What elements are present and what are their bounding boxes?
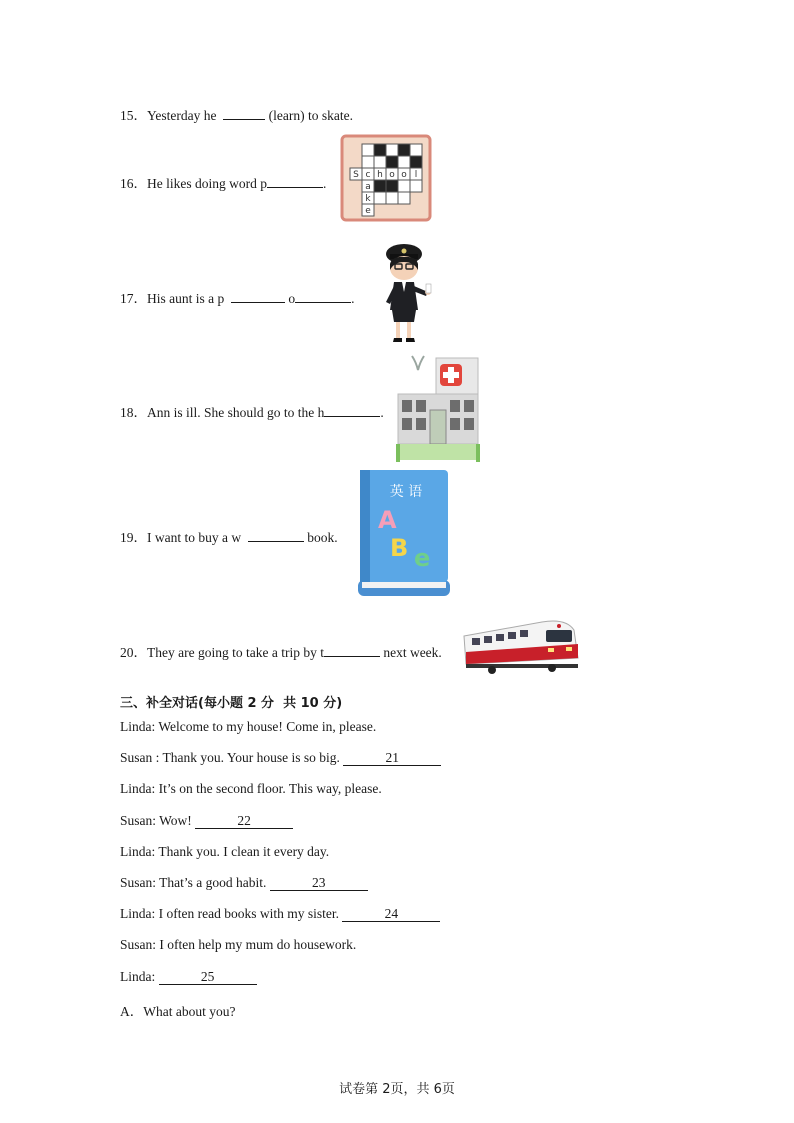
question-text-after: . xyxy=(322,176,327,191)
question-text-after: . xyxy=(380,405,384,420)
crossword-letter: a xyxy=(365,182,371,192)
answer-blank[interactable] xyxy=(223,105,265,120)
book-letter: e xyxy=(414,544,431,572)
question-19 xyxy=(120,526,338,546)
dialogue-blank-25[interactable]: 25 xyxy=(159,970,257,985)
crossword-letter: S xyxy=(353,170,359,180)
police-officer-image xyxy=(380,240,436,346)
crossword-letter: l xyxy=(414,170,418,180)
question-text: Ann is ill. She should go to the h xyxy=(147,405,325,420)
answer-blank[interactable] xyxy=(324,642,380,657)
question-17 xyxy=(120,287,355,307)
train-image xyxy=(462,614,582,676)
book-letter: A xyxy=(378,506,397,534)
crossword-letter: k xyxy=(365,194,371,204)
question-text: Yesterday he xyxy=(147,108,220,123)
dialogue-text: Linda: Thank you. I clean it every day. xyxy=(120,844,330,859)
crossword-letter: o xyxy=(389,170,395,180)
question-text: I want to buy a w xyxy=(147,530,245,545)
dialogue-line xyxy=(120,750,441,766)
crossword-letter: c xyxy=(365,170,371,180)
answer-blank[interactable] xyxy=(267,173,323,188)
dialogue-line xyxy=(120,875,368,891)
crossword-letter: h xyxy=(377,170,383,180)
dialogue-text: Linda: xyxy=(120,969,159,984)
answer-blank[interactable] xyxy=(231,288,285,303)
question-number: 15． xyxy=(120,108,147,123)
book-letter: B xyxy=(390,534,409,562)
question-text: His aunt is a p xyxy=(147,291,228,306)
dialogue-line xyxy=(120,844,329,860)
dialogue-blank-21[interactable]: 21 xyxy=(343,751,441,766)
hospital-image xyxy=(396,352,482,462)
dialogue-text: Linda: It’s on the second floor. This way, please. xyxy=(120,781,382,796)
dialogue-line xyxy=(120,906,440,922)
question-number: 17． xyxy=(120,291,147,306)
dialogue-text: Linda: I often read books with my sister. xyxy=(120,906,343,921)
question-text-after: book. xyxy=(303,530,338,545)
dialogue-text: Susan: Wow! xyxy=(120,813,196,828)
book-title: 英 语 xyxy=(389,484,423,500)
crossword-letter: e xyxy=(365,206,371,216)
question-20 xyxy=(120,641,442,661)
question-text-after: (learn) to skate. xyxy=(265,108,353,123)
section-heading: 三、补全对话(每小题 2 分 共 10 分) xyxy=(120,696,343,711)
question-number: 20． xyxy=(120,645,147,660)
dialogue-text: Susan : Thank you. Your house is so big. xyxy=(120,750,344,765)
answer-blank[interactable] xyxy=(324,402,380,417)
answer-blank[interactable] xyxy=(295,288,351,303)
question-text-after: . xyxy=(351,291,355,306)
crossword-letter: o xyxy=(401,170,407,180)
question-text: He likes doing word p xyxy=(147,176,267,191)
question-text-after: next week. xyxy=(379,645,442,660)
dialogue-blank-22[interactable]: 22 xyxy=(195,814,293,829)
question-15 xyxy=(120,104,353,124)
question-number: 18． xyxy=(120,405,147,420)
dialogue-blank-23[interactable]: 23 xyxy=(270,876,368,891)
dialogue-line xyxy=(120,937,356,953)
dialogue-line xyxy=(120,969,257,985)
dialogue-blank-24[interactable]: 24 xyxy=(342,907,440,922)
page-footer: 试卷第 2页，共 6页 xyxy=(339,1082,455,1097)
dialogue-line xyxy=(120,781,382,797)
english-book-image xyxy=(356,468,452,600)
crossword-puzzle-image xyxy=(340,134,432,222)
question-number: 16． xyxy=(120,176,147,191)
dialogue-text: Susan: I often help my mum do housework. xyxy=(120,937,357,952)
option-a: A．What about you? xyxy=(120,1004,236,1019)
answer-blank[interactable] xyxy=(248,527,304,542)
dialogue-text: Linda: Welcome to my house! Come in, please. xyxy=(120,719,377,734)
dialogue-line xyxy=(120,813,293,829)
dialogue-line xyxy=(120,719,376,735)
question-text: They are going to take a trip by t xyxy=(147,645,324,660)
question-number: 19． xyxy=(120,530,147,545)
question-16 xyxy=(120,172,326,192)
question-text-mid: o xyxy=(285,291,296,306)
question-18 xyxy=(120,401,384,421)
dialogue-text: Susan: That’s a good habit. xyxy=(120,875,270,890)
